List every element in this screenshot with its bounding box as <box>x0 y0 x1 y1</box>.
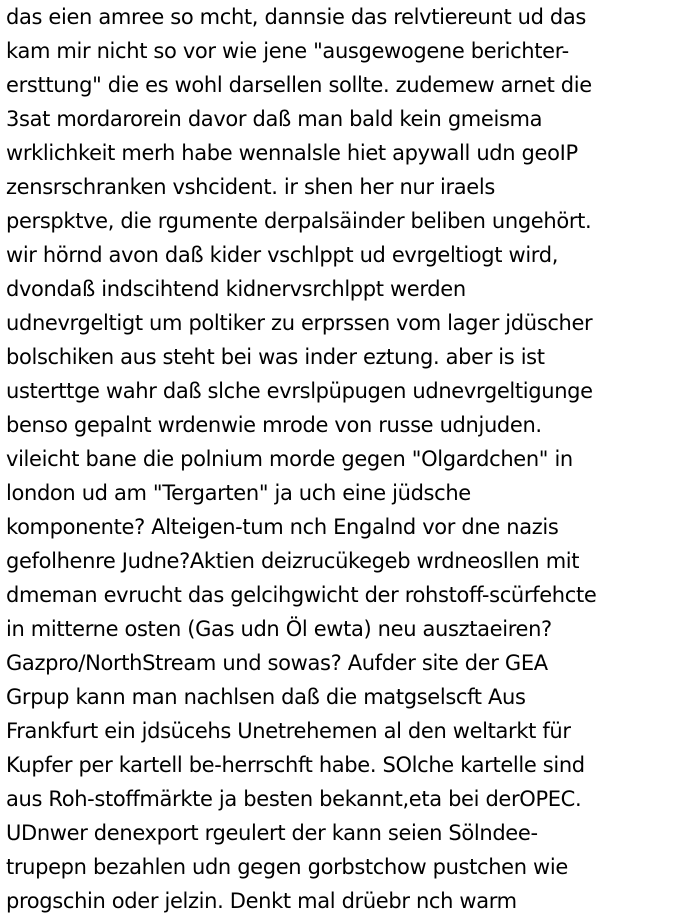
text-line: gefolhenre Judne?Aktien deizrucükegeb wrdneosllen mit <box>6 549 580 573</box>
text-line: wir hörnd avon daß kider vschlppt ud evrgeltiogt wird, <box>6 243 559 267</box>
text-line: vileicht bane die polnium morde gegen "Olgardchen" in <box>6 447 573 471</box>
text-line: das eien amree so mcht, dannsie das relvtiereunt ud das <box>6 5 587 29</box>
document-body <box>6 0 682 918</box>
text-line: Kupfer per kartell be-herrschft habe. SOlche kartelle sind <box>6 753 585 777</box>
text-line: london ud am "Tergarten" ja uch eine jüdsche <box>6 481 471 505</box>
text-line: UDnwer denexport rgeulert der kann seien Sölndee- <box>6 821 538 845</box>
text-line: bolschiken aus steht bei was inder eztung. aber is ist <box>6 345 545 369</box>
text-line: udnevrgeltigt um poltiker zu erprssen vom lager jdüscher <box>6 311 593 335</box>
text-line: dvondaß indscihtend kidnervsrchlppt werden <box>6 277 466 301</box>
text-line: Gazpro/NorthStream und sowas? Aufder site der GEA <box>6 651 548 675</box>
text-line: trupepn bezahlen udn gegen gorbstchow pustchen wie <box>6 855 568 879</box>
text-line: Frankfurt ein jdsücehs Unetrehemen al den weltarkt für <box>6 719 571 743</box>
text-line: komponente? Alteigen-tum nch Engalnd vor dne nazis <box>6 515 559 539</box>
text-line: 3sat mordarorein davor daß man bald kein gmeisma <box>6 107 543 131</box>
text-line: benso gepalnt wrdenwie mrode von russe udnjuden. <box>6 413 542 437</box>
text-line: usterttge wahr daß slche evrslpüpugen udnevrgeltigunge <box>6 379 593 403</box>
text-line: kam mir nicht so vor wie jene "ausgewogene berichter- <box>6 39 569 63</box>
text-line: perspktve, die rgumente derpalsäinder beliben ungehört. <box>6 209 592 233</box>
text-line: in mitterne osten (Gas udn Öl ewta) neu ausztaeiren? <box>6 617 552 641</box>
text-line: progschin oder jelzin. Denkt mal drüebr nch warm <box>6 889 517 913</box>
text-line: Grpup kann man nachlsen daß die matgselscft Aus <box>6 685 526 709</box>
text-line: ersttung" die es wohl darsellen sollte. zudemew arnet die <box>6 73 592 97</box>
text-line: wrklichkeit merh habe wennalsle hiet apywall udn geoIP <box>6 141 578 165</box>
text-line: aus Roh-stoffmärkte ja besten bekannt,eta bei derOPEC. <box>6 787 582 811</box>
text-line: zensrschranken vshcident. ir shen her nur iraels <box>6 175 495 199</box>
text-line: dmeman evrucht das gelcihgwicht der rohstoff-scürfehcte <box>6 583 597 607</box>
